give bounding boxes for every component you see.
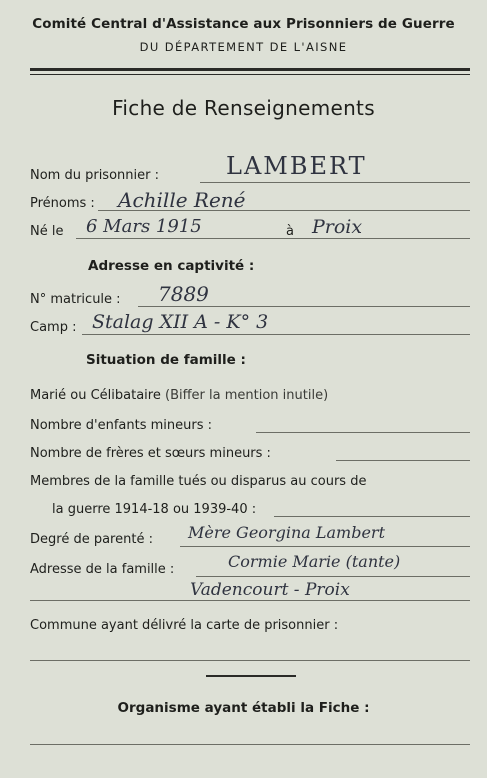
adresse-captivite-heading: Adresse en captivité : — [88, 258, 255, 274]
header-rule-thin — [30, 74, 470, 75]
a-value: Proix — [312, 216, 363, 238]
ne-le-label: Né le — [30, 224, 64, 239]
adresse-famille-line-1 — [196, 576, 470, 577]
header-rule-thick — [30, 68, 470, 71]
degre-label: Degré de parenté : — [30, 532, 153, 547]
enfants-label: Nombre d'enfants mineurs : — [30, 418, 213, 433]
adresse-famille-value-2: Vadencourt - Proix — [190, 580, 350, 600]
ne-le-line — [76, 238, 470, 239]
situation-famille-heading: Situation de famille : — [86, 352, 246, 368]
commune-line — [30, 660, 470, 661]
ne-le-value: 6 Mars 1915 — [86, 216, 202, 237]
freres-label: Nombre de frères et sœurs mineurs : — [30, 446, 271, 461]
organisme-heading: Organisme ayant établi la Fiche : — [117, 700, 370, 716]
commune-label: Commune ayant délivré la carte de prisonnier : — [30, 618, 339, 633]
nom-label: Nom du prisonnier : — [30, 168, 159, 183]
marie-label: Marié ou Célibataire — [30, 388, 161, 403]
marie-row — [30, 388, 328, 403]
enfants-line — [256, 432, 470, 433]
organisme-line — [30, 744, 470, 745]
matricule-line — [138, 306, 470, 307]
nom-line — [200, 182, 470, 183]
camp-label: Camp : — [30, 320, 77, 335]
org-header: Comité Central d'Assistance aux Prisonniers de Guerre — [32, 16, 455, 32]
membres-label-1: Membres de la famille tués ou disparus au cours de — [30, 474, 367, 489]
degre-value: Mère Georgina Lambert — [188, 523, 385, 542]
matricule-label: N° matricule : — [30, 292, 121, 307]
prenoms-value: Achille René — [118, 188, 246, 212]
adresse-famille-line-2 — [30, 600, 470, 601]
membres-line — [274, 516, 470, 517]
nom-value: LAMBERT — [226, 152, 367, 180]
prenoms-label: Prénoms : — [30, 196, 95, 211]
camp-value: Stalag XII A - K° 3 — [92, 311, 269, 333]
matricule-value: 7889 — [158, 282, 209, 306]
membres-label-2: la guerre 1914-18 ou 1939-40 : — [52, 502, 257, 517]
department-header: DU DÉPARTEMENT DE L'AISNE — [139, 40, 348, 54]
adresse-famille-label: Adresse de la famille : — [30, 562, 175, 577]
freres-line — [336, 460, 470, 461]
footer-divider — [206, 675, 296, 677]
marie-note: (Biffer la mention inutile) — [165, 388, 329, 403]
camp-line — [82, 334, 470, 335]
degre-line — [180, 546, 470, 547]
adresse-famille-value-1: Cormie Marie (tante) — [228, 552, 401, 571]
page-title: Fiche de Renseignements — [112, 96, 375, 120]
a-label: à — [286, 224, 294, 239]
